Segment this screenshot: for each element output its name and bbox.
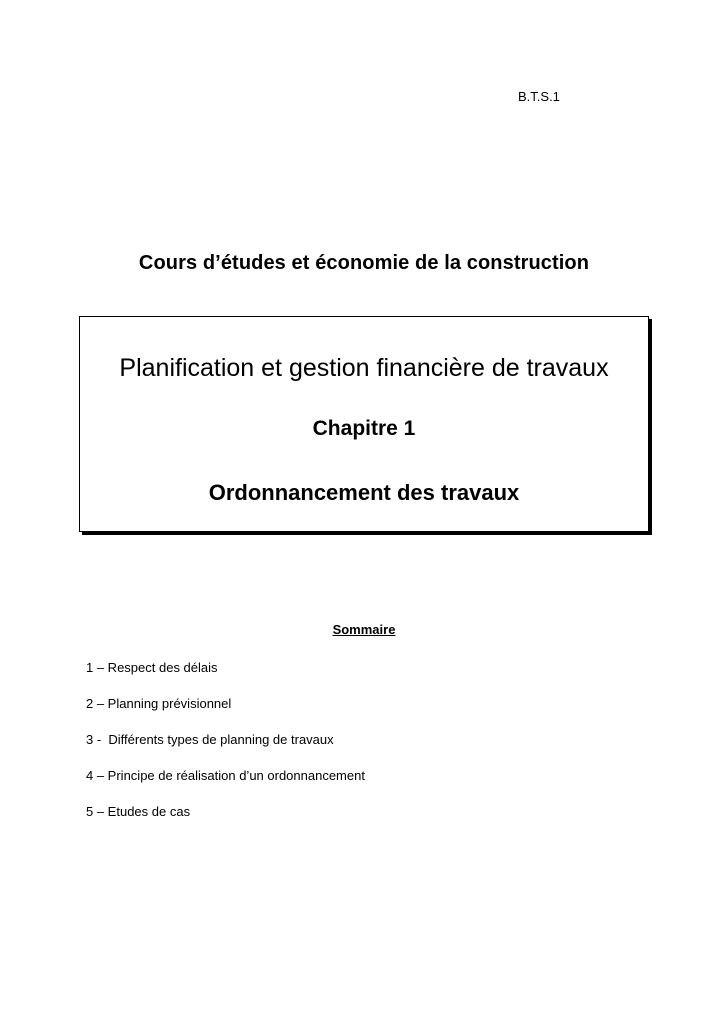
course-title: Cours d’études et économie de la construction: [138, 252, 590, 274]
level-label: B.T.S.1: [518, 89, 560, 104]
summary-item: 3 - Différents types de planning de travaux: [86, 732, 334, 747]
summary-item: 5 – Etudes de cas: [86, 804, 191, 819]
chapter-title: Ordonnancement des travaux: [208, 480, 520, 505]
chapter-number: Chapitre 1: [312, 417, 416, 440]
summary-item: 1 – Respect des délais: [86, 660, 218, 675]
summary-item: 4 – Principe de réalisation d’un ordonnancement: [86, 768, 365, 783]
subject-title: Planification et gestion financière de travaux: [119, 354, 609, 382]
chapter-title-box: [79, 316, 649, 532]
summary-list: [86, 660, 365, 840]
summary-heading: Sommaire: [332, 622, 396, 637]
summary-item: 2 – Planning prévisionnel: [86, 696, 232, 711]
